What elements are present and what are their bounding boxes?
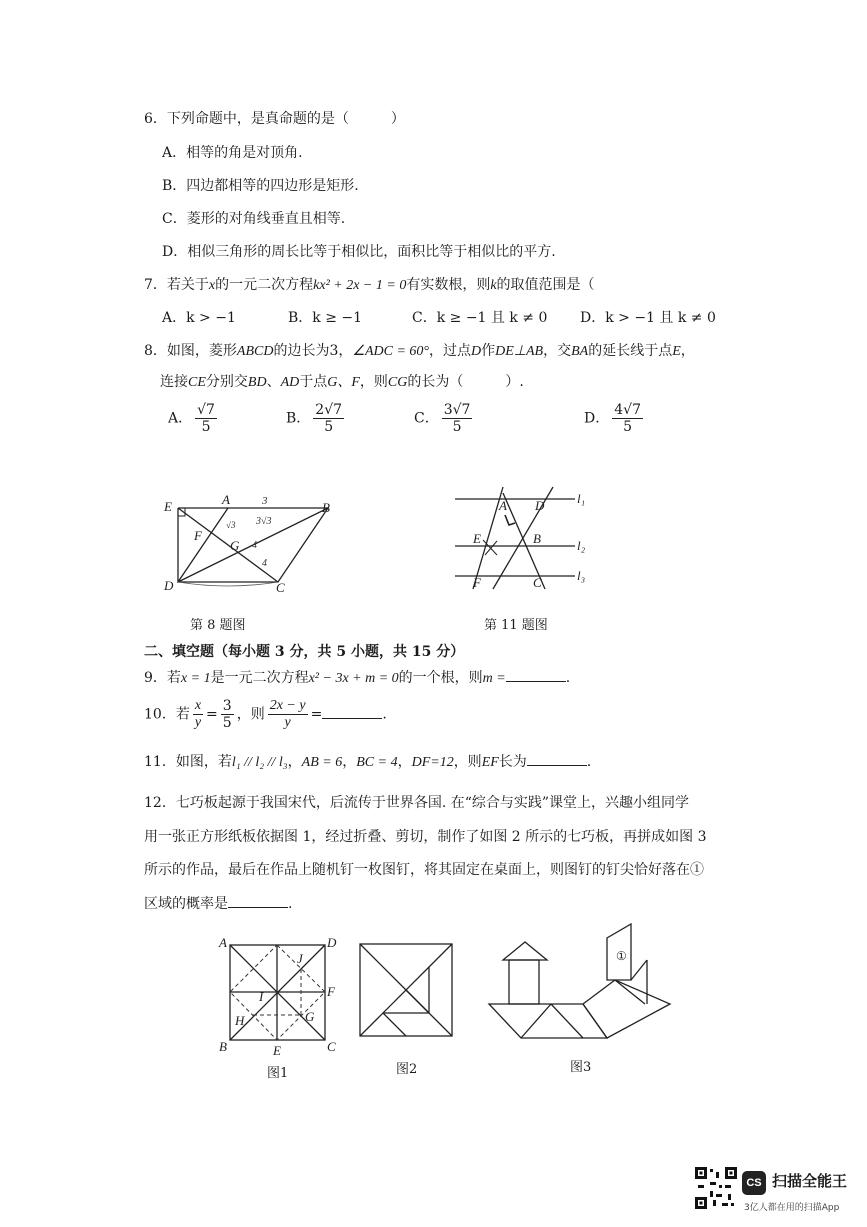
q12-line3: 所示的作品，最后在作品上随机钉一枚图钉，将其固定在桌面上，则图钉的钉尖恰好落在① <box>144 862 704 878</box>
fig1-label-H: H <box>235 1013 245 1028</box>
tangram-figure-3 <box>485 920 675 1045</box>
tangram-figure-2 <box>356 942 456 1042</box>
figure-8-rhombus-diagram <box>158 490 348 595</box>
q7-stem: 7．若关于x的一元二次方程kx² + 2x − 1 = 0有实数根，则k的取值范围是（ <box>144 277 595 293</box>
fig1-label-I: I <box>259 989 264 1004</box>
fig8-handwriting-4: 4 <box>252 540 257 551</box>
q6-option-c: C．菱形的对角线垂直且相等. <box>162 211 346 227</box>
q7-option-b: B．k ≥ −1 <box>288 310 363 326</box>
fig11-label-l2: l₂ <box>577 538 586 553</box>
q6-stem: 6．下列命题中，是真命题的是（ ） <box>144 111 405 127</box>
fig1-label-E: E <box>273 1043 281 1058</box>
fig8-handwriting-2: 3√3 <box>256 516 272 527</box>
fig1-label-A: A <box>219 935 227 950</box>
fig3-caption: 图3 <box>570 1060 592 1075</box>
fig8-label-F: F <box>194 528 202 543</box>
q8-option-a: A． $\frac{√7}{5}$ <box>168 402 215 436</box>
q7-option-c: C．k ≥ −1 且 k ≠ 0 <box>412 310 548 326</box>
q8-option-c: C． $\frac{3√7}{5}$ <box>414 402 471 436</box>
fig8-label-A: A <box>222 492 230 507</box>
fig1-label-B: B <box>219 1039 227 1054</box>
q7-option-a: A．k > −1 <box>162 310 236 326</box>
q12-line1: 12．七巧板起源于我国宋代，后流传于世界各国. 在“综合与实践”课堂上，兴趣小组同学 <box>144 795 690 811</box>
fig11-label-B: B <box>533 531 541 546</box>
fig3-region-1-label: ① <box>616 949 627 963</box>
fig11-label-F: F <box>473 575 481 590</box>
fig8-label-E: E <box>164 499 172 514</box>
fig8-handwriting-5: 4 <box>262 558 267 569</box>
fig8-label-D: D <box>164 578 174 593</box>
section-2-heading: 二、填空题（每小题 3 分，共 5 小题，共 15 分） <box>144 644 465 660</box>
q6-option-b: B．四边都相等的四边形是矩形. <box>162 178 359 194</box>
fig11-label-C: C <box>533 575 542 590</box>
fig8-label-B: B <box>322 500 330 515</box>
q9-answer-blank[interactable] <box>506 669 566 682</box>
camscanner-subtitle: 3亿人都在用的扫描App <box>744 1203 840 1213</box>
fig1-label-F: F <box>327 984 335 999</box>
fig11-label-D: D <box>535 498 545 513</box>
fig8-label-G: G <box>230 538 240 553</box>
fig11-label-l1: l₁ <box>577 491 586 506</box>
q7-equation: kx² + 2x − 1 = 0 <box>313 278 407 293</box>
q11-text: 11．如图，若l₁ // l₂ // l₃，AB = 6，BC = 4，DF=12，则EF长为 . <box>144 754 592 770</box>
fig1-label-J: J <box>297 951 303 966</box>
fig8-caption: 第 8 题图 <box>190 618 246 633</box>
q7-option-d: D．k > −1 且 k ≠ 0 <box>580 310 716 326</box>
fig1-label-G: G <box>305 1009 315 1024</box>
fig8-handwriting-3: √3 <box>226 520 236 530</box>
qr-code-icon <box>695 1167 737 1209</box>
camscanner-title: 扫描全能王 <box>772 1172 848 1190</box>
fig8-label-C: C <box>276 580 285 595</box>
q10-answer-blank[interactable] <box>322 706 382 719</box>
figure-11-parallel-lines-diagram <box>445 485 605 595</box>
fig11-label-E: E <box>473 531 481 546</box>
q10-text: 10．若 $\frac{x}{y}$ = $\frac{3}{5}$ ，则 $\frac{2x - y}{y}$ = . <box>144 698 387 732</box>
q6-option-a: A．相等的角是对顶角. <box>162 145 303 161</box>
q8-option-b: B． $\frac{2√7}{5}$ <box>286 402 343 436</box>
q12-answer-blank[interactable] <box>228 895 288 908</box>
q12-line4: 区域的概率是 . <box>144 896 293 912</box>
fig1-label-C: C <box>327 1039 336 1054</box>
fig11-label-l3: l₃ <box>577 568 586 583</box>
fig8-handwriting-1: 3 <box>262 495 268 507</box>
fig1-label-D: D <box>327 935 337 950</box>
fig11-label-A: A <box>499 498 507 513</box>
q12-line2: 用一张正方形纸板依据图 1，经过折叠、剪切，制作了如图 2 所示的七巧板，再拼成如图 3 <box>144 829 707 845</box>
fig1-caption: 图1 <box>267 1066 289 1081</box>
q8-line1: 8．如图，菱形ABCD的边长为3，∠ADC = 60°，过点D作DE⊥AB，交BA的延长线于点E， <box>144 343 695 359</box>
q6-option-d: D．相似三角形的周长比等于相似比，面积比等于相似比的平方. <box>162 244 556 260</box>
tangram-figure-1 <box>215 935 340 1060</box>
fig11-caption: 第 11 题图 <box>484 618 548 633</box>
q8-line2: 连接CE分别交BD、AD于点G、F，则CG的长为（ ）. <box>160 374 524 390</box>
q11-answer-blank[interactable] <box>527 753 587 766</box>
camscanner-logo: CS <box>742 1171 766 1195</box>
q9-text: 9．若x = 1是一元二次方程x² − 3x + m = 0的一个根，则m = . <box>144 670 571 686</box>
fig2-caption: 图2 <box>396 1062 418 1077</box>
q8-option-d: D． $\frac{4√7}{5}$ <box>584 402 641 436</box>
